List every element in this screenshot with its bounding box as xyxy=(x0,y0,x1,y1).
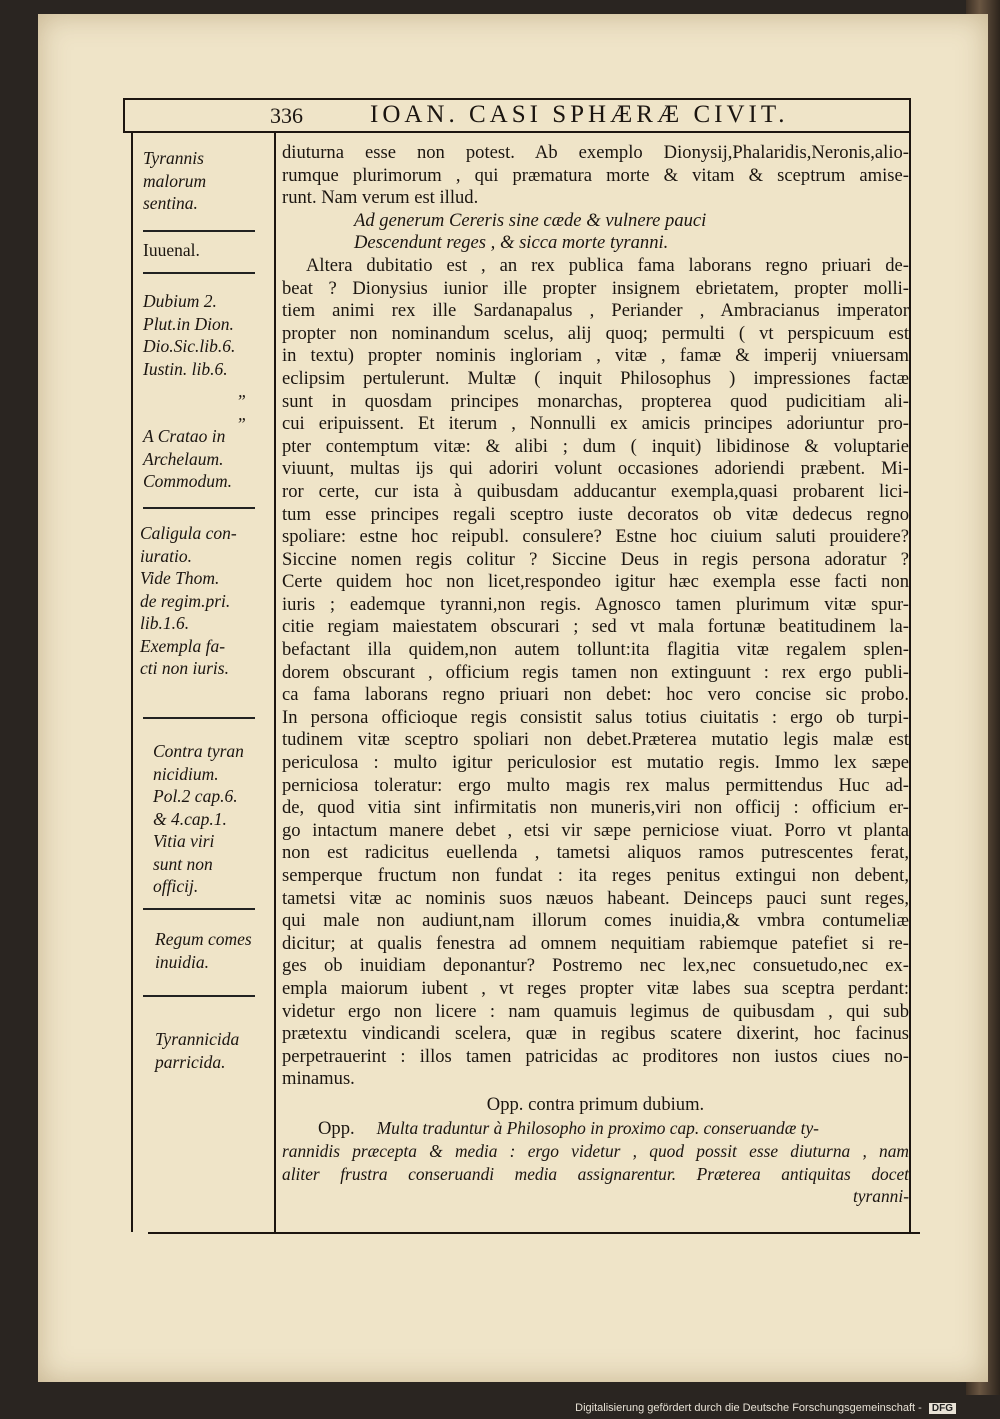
text-line: cui eripuissent. Et iterum , Nonnulli ex amicis principes adoriuntur pro- xyxy=(282,413,909,435)
text-line: propter non nominandum scelus, alij quoq; permulti ( vt perspicuum est xyxy=(282,322,909,344)
body-text xyxy=(282,142,909,1208)
margin-line: „ xyxy=(238,381,248,401)
verse-quote xyxy=(282,210,909,255)
text-line: tudinem vitæ sceptro spoliari non debet.Præterea mutatio legis malæ est xyxy=(282,729,909,751)
margin-note-4 xyxy=(140,522,237,680)
margin-line: Regum comes xyxy=(155,929,252,949)
header-rule-bottom xyxy=(123,131,911,133)
margin-line: iuratio. xyxy=(140,545,193,566)
text-line: beat ? Dionysius iunior ille propter insignem ebrietatem, propter molli- xyxy=(282,277,909,299)
text-line: rannidis præcepta & media : ergo videtur , quod possit esse diuturna , nam xyxy=(282,1141,909,1162)
margin-line: Pol.2 cap.6. xyxy=(153,786,238,806)
text-line: Siccine nomen regis colitur ? Siccine Deus in regis persona adoratur ? xyxy=(282,548,909,570)
text-line: Certe quidem hoc non licet,respondeo igitur hæc exempla esse facti non xyxy=(282,571,909,593)
margin-rule xyxy=(143,717,255,719)
text-line: perniciosa toleratur: ergo multo magis rex malus permittendus Huc ad- xyxy=(282,774,909,796)
header-rule-top xyxy=(123,98,911,100)
margin-line: Tyrannis xyxy=(143,148,204,168)
margin-line: A Cratao in xyxy=(143,426,226,446)
running-header xyxy=(270,101,910,131)
margin-note-7 xyxy=(155,1028,239,1073)
text-line: diuturna esse non potest. Ab exemplo Dionysij,Phalaridis,Neronis,alio- xyxy=(282,142,909,163)
opp-label: Opp. xyxy=(318,1117,355,1139)
text-line: dorem obscurant , officium regis tamen non extinguunt : rex ergo publi- xyxy=(282,661,909,683)
margin-line: lib.1.6. xyxy=(140,613,190,633)
margin-line: Exempla fa- xyxy=(140,635,226,656)
page-number: 336 xyxy=(270,103,303,128)
text-line: spoliare: estne hoc reipubl. consulere? Estne hoc ciuium saluti prouidere? xyxy=(282,526,909,548)
text-line: tiem animi rex ille Sardanapalus , Periander , Ambracianus imperator xyxy=(282,300,909,322)
footer-text: Digitalisierung gefördert durch die Deutsche Forschungsgemeinschaft - xyxy=(575,1402,922,1414)
margin-note-3 xyxy=(143,290,248,493)
margin-rule xyxy=(143,908,255,910)
opening-lines xyxy=(282,142,909,210)
opp-first-line xyxy=(282,1117,909,1141)
margin-note-6 xyxy=(155,928,252,973)
text-line: aliter frustra conseruandi media assignarentur. Præterea antiquitas docet xyxy=(282,1163,909,1184)
footer-credit xyxy=(575,1402,956,1414)
verse-line: Descendunt reges , & sicca morte tyranni. xyxy=(354,232,669,254)
margin-note-5 xyxy=(153,740,244,898)
margin-line: Caligula con- xyxy=(140,523,237,543)
margin-line: inuidia. xyxy=(155,951,209,972)
main-paragraph xyxy=(282,255,909,1091)
margin-line: Plut.in Dion. xyxy=(143,313,234,334)
text-line: sunt in quosdam principes monarchas, propterea quod pudicitiam ali- xyxy=(282,390,909,412)
text-line: periculosa : multo igitur periculosior est mutatio regis. Immo lex sæpe xyxy=(282,752,909,774)
margin-divider xyxy=(274,131,276,1232)
text-line: runt. Nam verum est illud. xyxy=(282,187,479,209)
text-line: prætextu vindicandi scelera, quæ in regibus scatere dixerint, hoc facinus xyxy=(282,1023,909,1045)
opposition-paragraph xyxy=(282,1117,909,1208)
frame-left-top xyxy=(123,98,125,131)
frame-bottom xyxy=(148,1232,920,1234)
text-line: befactant illa quidem,non autem tollunt:ita flagitia vitæ regalem splen- xyxy=(282,639,909,661)
margin-line: malorum xyxy=(143,170,207,191)
text-line: viuunt, multas ijs qui adoriri volunt occasiones adoriendi præbent. Mi- xyxy=(282,458,909,480)
margin-line: sunt non xyxy=(153,853,213,874)
text-line: in textu) propter nominis ingloriam , vitæ , famæ & imperij vniuersam xyxy=(282,345,909,367)
margin-line: cti non iuris. xyxy=(140,658,229,678)
text-line: go intactum manere debet , etsi vir sæpe perniciose viuat. Porro vt planta xyxy=(282,819,909,841)
text-line: non est radicitus euellenda , tametsi aliquos ramos putrescentes ferat, xyxy=(282,842,909,864)
catchword: tyranni- xyxy=(852,1186,909,1207)
margin-rule xyxy=(143,507,255,509)
frame-left xyxy=(131,131,133,1232)
margin-line: Vitia viri xyxy=(153,831,215,851)
text-line: ror certe, cur ista à quibusdam adducantur exempla,quasi probarent lici- xyxy=(282,480,909,502)
text-line: videtur ergo non licere : nam quamuis legimus de quibusdam , qui sub xyxy=(282,1000,909,1022)
margin-line: de regim.pri. xyxy=(140,590,231,611)
margin-line: Iustin. lib.6. xyxy=(143,358,228,379)
margin-line: nicidium. xyxy=(153,763,219,784)
margin-note-1 xyxy=(143,147,206,215)
text-line: semperque fructum non fundat : ita reges penitus extingui non debent, xyxy=(282,865,909,886)
running-title: IOAN. CASI SPHÆRÆ CIVIT. xyxy=(370,101,789,128)
text-line: ca fama laborans regno priuari non debet: hoc vero concise sic probo. xyxy=(282,684,909,706)
margin-note-2 xyxy=(143,239,200,262)
text-line: pter contemptum vitæ: & alibi ; dum ( inquit) libidinose & voluptarie xyxy=(282,435,909,457)
frame-right xyxy=(909,98,911,1232)
margin-line: parricida. xyxy=(155,1051,226,1072)
margin-line: Contra tyran xyxy=(153,741,244,761)
margin-rule xyxy=(143,230,255,232)
margin-line: Dubium 2. xyxy=(143,291,217,311)
text-line: dicitur; at qualis fenestra ad omnem nequitiam rabiemque patefiet si re- xyxy=(282,932,909,954)
text-line: perpetrauerint : illos tamen patricidas ac proditores non iustos ciues no- xyxy=(282,1045,909,1067)
margin-line: Commodum. xyxy=(143,471,232,491)
text-line: empla maiorum iubent , vt reges propter vitæ labes sua sceptra perdant: xyxy=(282,977,909,999)
text-line: minamus. xyxy=(282,1068,355,1090)
text-line: ges ob inuidiam deponantur? Postremo nec lex,nec consuetudo,nec ex- xyxy=(282,955,909,977)
text-line: citie regiam maiestatem obscurari ; sed vt mala fortunæ beatitudinem la- xyxy=(282,616,909,638)
margin-rule xyxy=(143,272,255,274)
text-line: Altera dubitatio est , an rex publica fama laborans regno priuari de- xyxy=(306,254,909,276)
margin-line: officij. xyxy=(153,876,199,896)
text-line: tum esse principes regali sceptro iuste decoratos ob vitæ dedecus regno xyxy=(282,503,909,525)
text-line: rumque plurimorum , qui præmatura morte & vitam & sceptrum amise- xyxy=(282,164,909,186)
text-line: iuris ; eademque tyranni,non regis. Agnosco tamen plurimum vitæ spur- xyxy=(282,593,909,615)
dfg-logo: DFG xyxy=(929,1403,956,1414)
text-line: de, quod vitia sint infirmitatis non muneris,viri non officij : officium er- xyxy=(282,797,909,819)
margin-line: Dio.Sic.lib.6. xyxy=(143,336,236,356)
margin-line: Archelaum. xyxy=(143,448,224,469)
margin-line: Vide Thom. xyxy=(140,568,220,588)
margin-line: Iuuenal. xyxy=(143,240,200,260)
margin-line: „ xyxy=(238,403,248,424)
text-line: Multa traduntur à Philosopho in proximo cap. conseruandæ ty- xyxy=(376,1117,819,1138)
text-line: In persona officioque regis consistit salus totius ciuitatis : ergo ob turpi- xyxy=(282,706,909,728)
text-line: tametsi vitæ ac nominis suos næuos habeant. Deinceps pauci sunt reges, xyxy=(282,887,909,909)
verse-line: Ad generum Cereris sine cæde & vulnere pauci xyxy=(354,209,707,231)
margin-line: & 4.cap.1. xyxy=(153,808,227,829)
margin-line: Tyrannicida xyxy=(155,1029,240,1049)
section-heading: Opp. contra primum dubium. xyxy=(486,1093,705,1115)
margin-rule xyxy=(143,995,255,997)
text-line: qui male non audiunt,nam illorum comes inuidia,& vmbra contumeliæ xyxy=(282,910,909,932)
text-line: eclipsim pertulerunt. Multæ ( inquit Philosophus ) impressiones factæ xyxy=(282,367,909,389)
margin-line: sentina. xyxy=(143,193,198,213)
